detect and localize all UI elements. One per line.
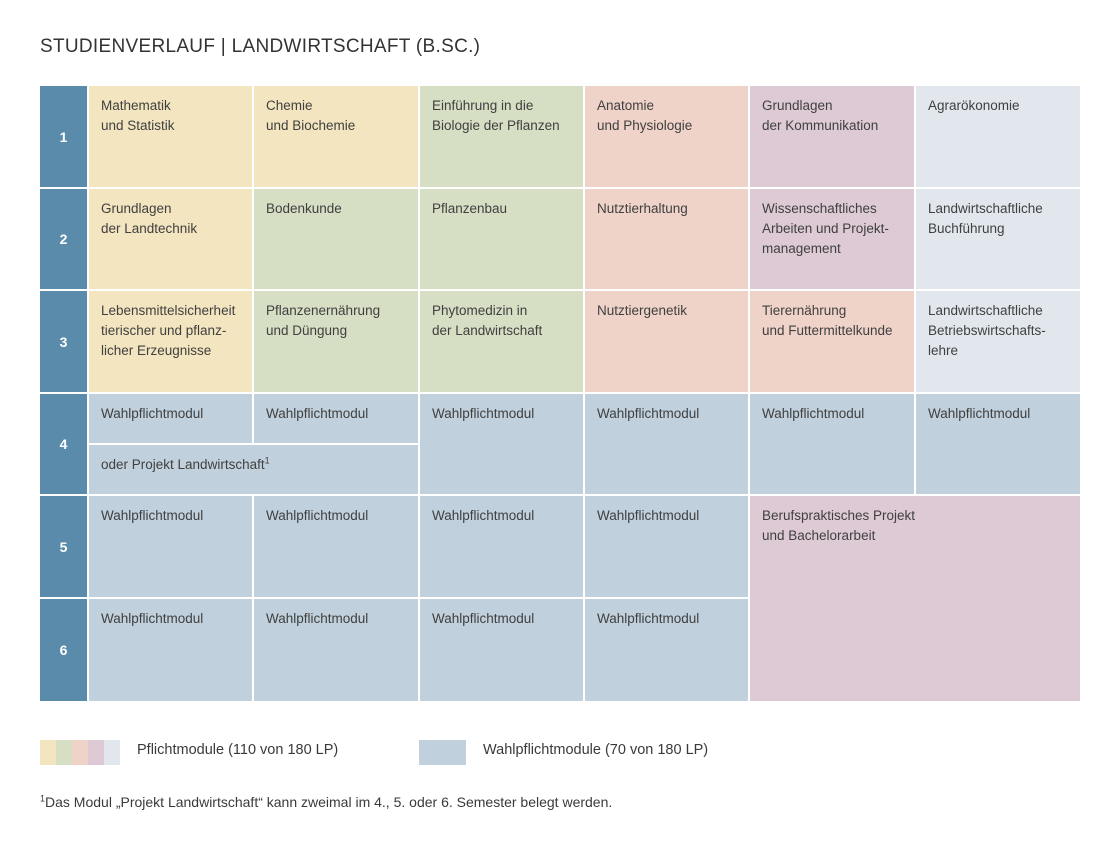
module-betriebswirtschaftslehre: Landwirtschaftliche Betriebswirtschafts- lehre bbox=[916, 291, 1080, 392]
module-wahlpflicht: Wahlpflichtmodul bbox=[89, 496, 252, 597]
legend-swatch-purple bbox=[88, 740, 104, 765]
module-wahlpflicht: Wahlpflichtmodul bbox=[585, 599, 748, 701]
module-wahlpflicht: Wahlpflichtmodul bbox=[89, 394, 252, 443]
legend-wahl-swatch bbox=[419, 740, 466, 765]
legend-pflicht-label: Pflichtmodule (110 von 180 LP) bbox=[137, 742, 339, 758]
page-title: STUDIENVERLAUF | LANDWIRTSCHAFT (B.SC.) bbox=[40, 36, 481, 57]
module-anatomie-physiologie: Anatomie und Physiologie bbox=[585, 86, 748, 187]
module-buchfuehrung: Landwirtschaftliche Buchführung bbox=[916, 189, 1080, 289]
module-pflanzenbau: Pflanzenbau bbox=[420, 189, 583, 289]
semester-2: 2 bbox=[40, 189, 87, 289]
module-chemie-biochemie: Chemie und Biochemie bbox=[254, 86, 418, 187]
module-biologie-pflanzen: Einführung in die Biologie der Pflanzen bbox=[420, 86, 583, 187]
module-wahlpflicht: Wahlpflichtmodul bbox=[254, 599, 418, 701]
footnote-marker: 1 bbox=[264, 455, 270, 466]
legend-swatch-green bbox=[56, 740, 72, 765]
module-bachelorarbeit: Berufspraktisches Projekt und Bachelorarbeit bbox=[750, 496, 1080, 701]
legend-swatch-grey bbox=[104, 740, 120, 765]
module-agraroekonomie: Agrarökonomie bbox=[916, 86, 1080, 187]
module-projekt-landwirtschaft bbox=[89, 445, 418, 494]
module-grundlagen-kommunikation: Grundlagen der Kommunikation bbox=[750, 86, 914, 187]
module-nutztierhaltung: Nutztierhaltung bbox=[585, 189, 748, 289]
footnote-mark: 1 bbox=[40, 793, 46, 804]
module-wahlpflicht: Wahlpflichtmodul bbox=[420, 599, 583, 701]
module-wahlpflicht: Wahlpflichtmodul bbox=[585, 496, 748, 597]
module-wahlpflicht: Wahlpflichtmodul bbox=[420, 496, 583, 597]
semester-6: 6 bbox=[40, 599, 87, 701]
module-phytomedizin: Phytomedizin in der Landwirtschaft bbox=[420, 291, 583, 392]
module-grundlagen-landtechnik: Grundlagen der Landtechnik bbox=[89, 189, 252, 289]
semester-3: 3 bbox=[40, 291, 87, 392]
semester-1: 1 bbox=[40, 86, 87, 187]
module-wahlpflicht: Wahlpflichtmodul bbox=[254, 394, 418, 443]
study-plan-grid bbox=[40, 86, 1080, 701]
module-wissenschaftliches-arbeiten: Wissenschaftliches Arbeiten und Projekt- management bbox=[750, 189, 914, 289]
module-lebensmittelsicherheit: Lebensmittelsicherheit tierischer und pflanz- licher Erzeugnisse bbox=[89, 291, 252, 392]
module-bodenkunde: Bodenkunde bbox=[254, 189, 418, 289]
module-wahlpflicht: Wahlpflichtmodul bbox=[254, 496, 418, 597]
module-tierernaehrung: Tierernährung und Futtermittelkunde bbox=[750, 291, 914, 392]
module-wahlpflicht: Wahlpflichtmodul bbox=[916, 394, 1080, 494]
module-wahlpflicht: Wahlpflichtmodul bbox=[585, 394, 748, 494]
semester-4: 4 bbox=[40, 394, 87, 494]
legend-wahl-label: Wahlpflichtmodule (70 von 180 LP) bbox=[483, 742, 709, 758]
legend-pflicht-swatches bbox=[40, 740, 120, 765]
footnote bbox=[40, 794, 612, 810]
module-mathematik-statistik: Mathematik und Statistik bbox=[89, 86, 252, 187]
module-nutztiergenetik: Nutztiergenetik bbox=[585, 291, 748, 392]
module-wahlpflicht: Wahlpflichtmodul bbox=[750, 394, 914, 494]
legend-swatch-yellow bbox=[40, 740, 56, 765]
legend-swatch-red bbox=[72, 740, 88, 765]
projekt-label: oder Projekt Landwirtschaft bbox=[101, 457, 265, 472]
semester-5: 5 bbox=[40, 496, 87, 597]
module-pflanzenernaehrung: Pflanzenernährung und Düngung bbox=[254, 291, 418, 392]
footnote-text: Das Modul „Projekt Landwirtschaft“ kann zweimal im 4., 5. oder 6. Semester belegt werden. bbox=[45, 794, 613, 810]
module-wahlpflicht: Wahlpflichtmodul bbox=[89, 599, 252, 701]
module-wahlpflicht: Wahlpflichtmodul bbox=[420, 394, 583, 494]
